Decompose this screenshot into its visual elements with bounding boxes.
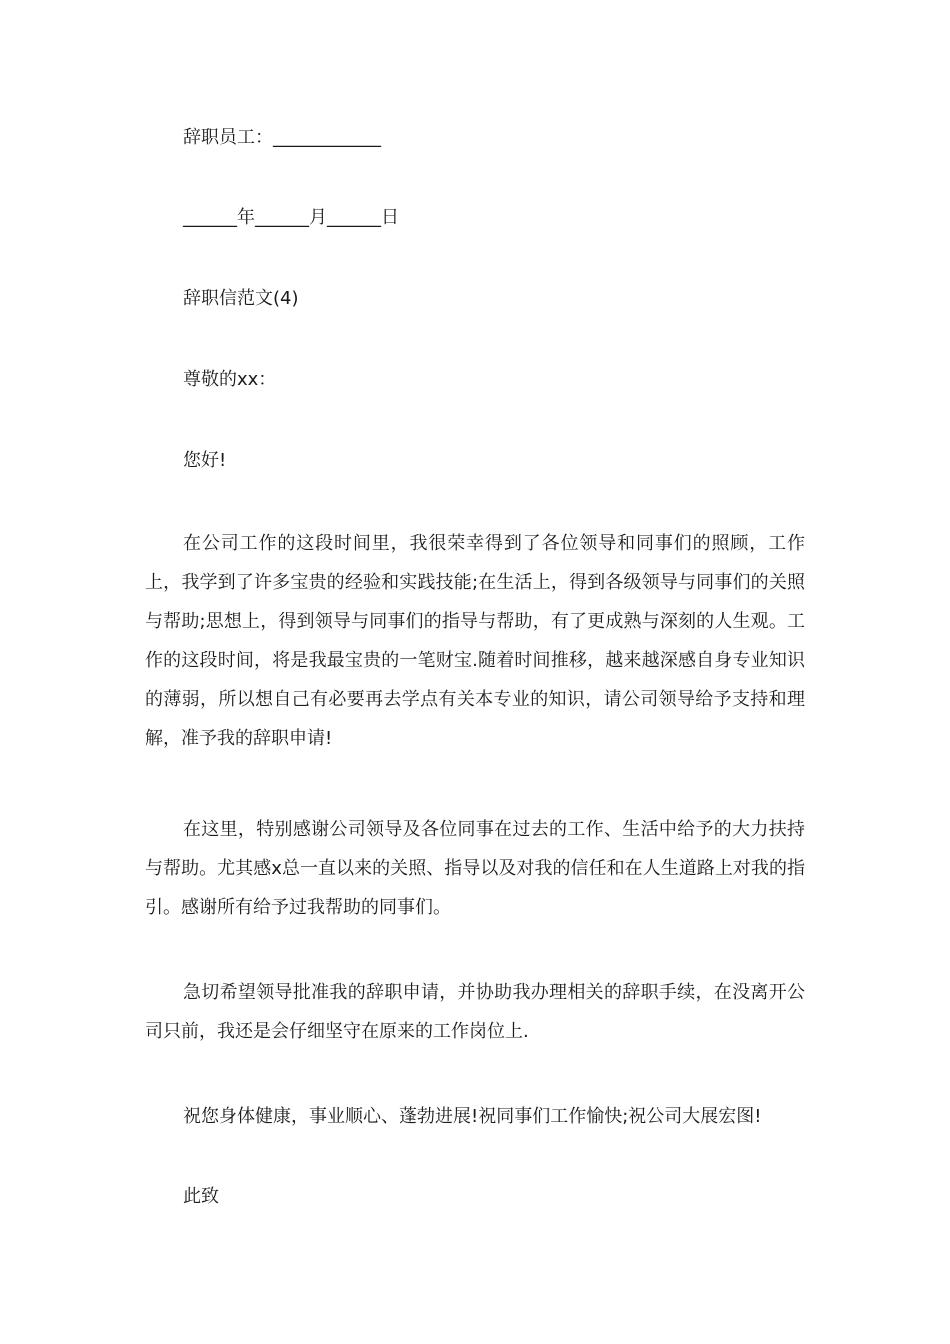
closing-line: 此致 [183, 1186, 219, 1207]
section-title: 辞职信范文(4) [183, 288, 299, 309]
body-paragraph-3: 急切希望领导批准我的辞职申请，并协助我办理相关的辞职手续，在没离开公司只前，我还是会仔细坚守在原来的工作岗位上. [145, 982, 805, 1042]
body-paragraph-2: 在这里，特别感谢公司领导及各位同事在过去的工作、生活中给予的大力扶持与帮助。尤其感x总一直以来的关照、指导以及对我的信任和在人生道路上对我的指引。感谢所有给予过我帮助的同事们。 [145, 819, 805, 918]
date-line: ______年______月______日 [183, 207, 399, 228]
signature-line: 辞职员工：____________ [183, 127, 381, 148]
greeting: 您好! [183, 450, 227, 471]
salutation: 尊敬的xx： [183, 369, 277, 390]
body-paragraph-1: 在公司工作的这段时间里，我很荣幸得到了各位领导和同事们的照顾，工作上，我学到了许多宝贵的经验和实践技能;在生活上，得到各级领导与同事们的关照与帮助;思想上，得到领导与同事们的指导与帮助，有了更成熟与深刻的人生观。工作的这段时间，将是我最宝贵的一笔财宝.随着时间推移，越来越深感自身专业知识的薄弱，所以想自己有必要再去学点有关本专业的知识，请公司领导给予支持和理解，准予我的辞职申请! [145, 533, 805, 749]
wishes-line: 祝您身体健康，事业顺心、蓬勃进展!祝同事们工作愉快;祝公司大展宏图! [183, 1106, 762, 1127]
